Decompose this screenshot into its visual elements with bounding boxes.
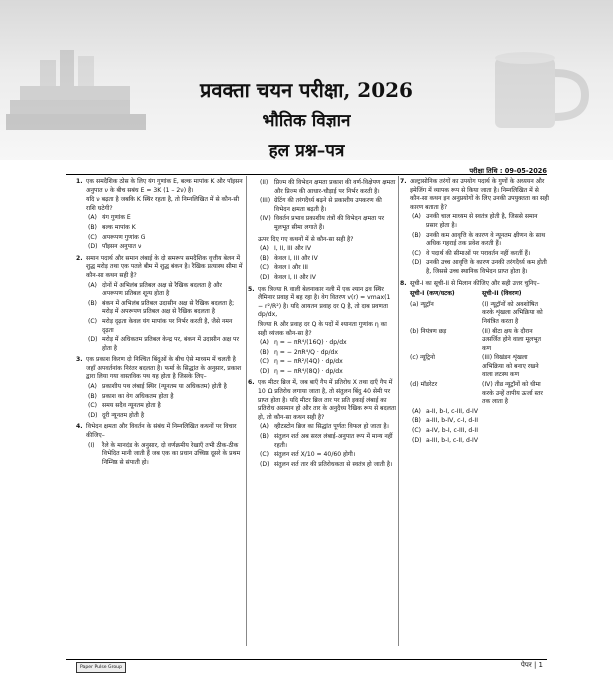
match-right-label: (IV) xyxy=(482,381,493,389)
option-label: (A) xyxy=(260,339,269,347)
option-text: η = − πR⁴/(8Q) · dp/dx xyxy=(274,367,343,375)
option-text: प्रिज्म की विभेदन क्षमता प्रकाश की वर्ण-विक्षेपण क्षमता और प्रिज्म की आधार-चौड़ाई पर निर्भर करती है। xyxy=(274,179,396,195)
option-text: दोनों में अभिलंब प्रतिबल अक्ष से रैखिक बदलता है और अपरूपण प्रतिबल शून्य होता है xyxy=(102,281,222,298)
answer-option xyxy=(258,451,396,460)
option-text: उनकी कम आवृत्ति के कारण वे न्यूनतम क्षीणन के साथ अधिक गहराई तक प्रवेश करती हैं। xyxy=(426,231,546,248)
option-text: बल्क मापांक K xyxy=(102,223,136,231)
question-text: त्रिज्या R और प्रवाह दर Q के पदों में श्यानता गुणांक η का सही व्यंजक कौन-सा है? xyxy=(258,320,387,337)
list-1-heading: सूची-I (कण/घटक) xyxy=(410,290,455,298)
match-right-label: (III) xyxy=(482,354,493,362)
match-left-text: मॉडरेटर xyxy=(420,381,438,389)
option-label: (B) xyxy=(88,392,97,400)
option-label: (II) xyxy=(260,179,269,186)
answer-option xyxy=(86,214,244,223)
answer-option xyxy=(258,274,396,283)
question-text: एक मीटर ब्रिज में, जब बाएँ गैप में प्रतिरोध X तथा दाएँ गैप में 10 Ω प्रतिरोध लगाया जाता है, तो संतुलन बिंदु 40 सेमी पर प्राप्त होता है। यदि मीटर ब्रिज तार पर प्रति इकाई लंबाई का प्रतिरोध असमान हो और तार के अनुदैध्य रैखिक रूप से बदलता हो, तो कौन-सा कथन सही है? xyxy=(258,379,396,421)
answer-option xyxy=(86,318,244,335)
match-left-text: न्यूट्रॉन xyxy=(420,300,434,308)
match-right-label: (I) xyxy=(482,300,489,308)
option-label: (A) xyxy=(412,407,421,415)
question-number: 6. xyxy=(248,379,255,387)
column-1 xyxy=(76,178,244,470)
option-text: केवल I, II और IV xyxy=(274,273,316,281)
option-label: (A) xyxy=(412,213,421,221)
option-label: (C) xyxy=(260,358,270,366)
option-text: a-IV, b-I, c-III, d-II xyxy=(426,427,478,435)
match-left-label: (b) xyxy=(410,327,419,335)
option-text: व्हीटस्टोन ब्रिज का सिद्धांत पूर्णतः विफल हो जाता है। xyxy=(274,423,389,431)
question-text: सूची-I का सूची-II से मिलान कीजिए और सही उत्तर चुनिए– xyxy=(410,279,540,287)
match-left xyxy=(410,354,482,380)
answer-option xyxy=(258,423,396,432)
exam-date: परीक्षा तिथि : 09-05-2026 xyxy=(469,167,547,175)
question-block xyxy=(248,286,396,377)
match-row xyxy=(410,354,550,380)
option-text: a-II, b-I, c-III, d-IV xyxy=(426,407,478,415)
option-text: उनकी चाल माध्यम से स्वतंत्र होती है, जिससे समान प्रसार होता है। xyxy=(426,213,538,229)
option-text: η = − 2πR⁴/Q · dp/dx xyxy=(274,348,339,356)
option-text: मरोड़ में अधिकतम प्रतिबल केन्द्र पर, बंकन में उदासीन अक्ष पर होता है xyxy=(102,336,239,352)
match-left-label: (d) xyxy=(410,381,419,389)
column-3 xyxy=(400,178,550,448)
question-number: 2. xyxy=(76,254,83,262)
match-right xyxy=(482,381,550,407)
answer-option xyxy=(258,368,396,377)
question-block xyxy=(76,356,244,420)
option-text: η = − πR²/(4Q) · dp/dx xyxy=(274,358,343,366)
option-text: दूरी न्यूनतम होती है xyxy=(102,411,145,419)
option-label: (B) xyxy=(412,417,421,425)
option-text: a-III, b-I, c-II, d-IV xyxy=(426,436,478,444)
answer-option xyxy=(258,461,396,470)
match-left xyxy=(410,328,482,354)
answer-option xyxy=(86,336,244,353)
option-text: समय सदैव न्यूनतम होता है xyxy=(102,402,161,410)
option-label: (C) xyxy=(260,451,270,459)
option-label: (IV) xyxy=(260,215,271,223)
option-label: (C) xyxy=(88,317,98,325)
page-title: प्रवक्ता चयन परीक्षा, 2026 xyxy=(200,78,413,102)
answer-option xyxy=(86,442,244,468)
list-2-heading: सूची-II (विवरण) xyxy=(482,290,522,298)
option-label: (C) xyxy=(412,427,422,435)
column-2 xyxy=(248,178,396,472)
header-banner xyxy=(0,0,613,160)
match-row xyxy=(410,328,550,354)
option-label: (B) xyxy=(88,299,97,307)
option-label: (A) xyxy=(88,214,97,222)
match-right-label: (II) xyxy=(482,327,491,335)
option-label: (I) xyxy=(88,441,95,449)
option-text: ग्रेटिंग की तरंगदैर्ध्य बढ़ने से प्रकाशीय उपकरण की विभेदन क्षमता बढ़ती है। xyxy=(274,197,382,213)
question-number: 7. xyxy=(400,178,407,185)
question-number: 5. xyxy=(248,285,255,293)
page-subtitle: भौतिक विज्ञान xyxy=(262,111,351,131)
answer-option xyxy=(410,417,550,426)
match-right xyxy=(482,354,550,380)
answer-option xyxy=(410,427,550,436)
answer-option xyxy=(86,412,244,421)
question-text: एक प्रकाश किरण दो निश्चित बिंदुओं के बीच ऐसे माध्यम में चलती है जहाँ अपवर्तनांक निरंतर बदलता है। फर्मा के सिद्धांत के अनुसार, प्रकाश द्वारा लिया गया वास्तविक पथ यह होता है जिसके लिए– xyxy=(86,356,242,381)
match-left-label: (c) xyxy=(410,354,419,362)
option-text: बंकन में अभिलंब प्रतिबल उदासीन अक्ष से रैखिक बदलता है; मरोड़ में अपरूपण प्रतिबल अक्ष से रैखिक बदलता है xyxy=(102,299,235,316)
question-number: 8. xyxy=(400,279,407,287)
question-block xyxy=(248,179,396,233)
option-text: a-III, b-IV, c-I, d-II xyxy=(426,417,478,425)
answer-option xyxy=(258,358,396,367)
question-number: 3. xyxy=(76,356,83,364)
answer-option xyxy=(258,433,396,450)
option-text: अपरूपण गुणांक G xyxy=(102,233,146,241)
option-text: η = − πR⁴/(16Q) · dp/dx xyxy=(274,339,347,347)
option-text: विवर्तन प्रभाव प्रकाशीय तंत्रों की विभेदन क्षमता पर मूलभूत सीमा लगाते हैं। xyxy=(274,215,385,231)
option-label: (C) xyxy=(260,264,270,272)
question-block xyxy=(76,178,244,252)
question-text: ऊपर दिए गए कथनों में से कौन-सा सही है? xyxy=(258,235,354,243)
option-text: संतुलन शर्त X/10 = 40/60 होगी। xyxy=(274,451,356,459)
answer-option xyxy=(258,179,396,196)
question-block xyxy=(76,423,244,467)
option-label: (D) xyxy=(88,411,98,419)
option-label: (A) xyxy=(260,423,269,431)
option-text: प्रकाश का वेग अधिकतम होता है xyxy=(102,392,174,400)
answer-option xyxy=(410,408,550,417)
answer-option xyxy=(258,197,396,214)
option-text: केवल I और III xyxy=(274,264,308,272)
answer-option xyxy=(258,349,396,358)
answer-option xyxy=(86,224,244,233)
option-text: मरोड़ दृढ़ता केवल यंग मापांक पर निर्भर करती है, जैसे नमन दृढ़ता xyxy=(102,317,233,334)
page-number: पेपर | 1 xyxy=(520,661,543,669)
footer-divider xyxy=(66,659,547,660)
answer-option xyxy=(86,393,244,402)
option-label: (B) xyxy=(260,348,269,356)
match-left-text: न्यूट्रिनो xyxy=(420,354,435,362)
answer-option xyxy=(410,213,550,230)
option-text: पॉइसन अनुपात ν xyxy=(102,243,142,251)
column-divider xyxy=(398,176,399,646)
option-label: (B) xyxy=(88,223,97,231)
publisher-logo: Paper Pulse Group xyxy=(76,662,126,673)
option-text: रैले के मानदंड के अनुसार, दो वर्णक्रमीय रेखाएँ तभी ठीक-ठीक विभेदित मानी जाती हैं जब एक का प्रधान उच्चिष्ठ दूसरे के प्रथम निम्निष्ठ से संपाती हो। xyxy=(102,441,241,466)
question-block xyxy=(400,178,550,277)
match-right-text: तीव्र न्यूट्रॉनों को धीमा करके उन्हें तापीय ऊर्जा स्तर तक लाता है xyxy=(482,381,543,406)
match-left-text: नियंत्रण छड़ xyxy=(420,327,447,335)
answer-option xyxy=(86,234,244,243)
answer-option xyxy=(410,232,550,249)
question-block xyxy=(248,379,396,469)
question-text: समान पदार्थ और समान लंबाई के दो समरूप समदैशिक वृत्तीय बेलन में शुद्ध मरोड़ तथा एक पतले बीम में शुद्ध बंकन है। रैखिक प्रत्यास्थ सीमा में कौन-सा कथन सही है? xyxy=(86,254,243,279)
match-left xyxy=(410,381,482,407)
option-label: (D) xyxy=(260,367,270,375)
question-text: विभेदन क्षमता और विवर्तन के संबंध में निम्नलिखित कथनों पर विचार कीजिए– xyxy=(86,423,237,440)
question-text: अल्ट्रासोनिक तरंगों का उपयोग पदार्थ के गुणों के अध्ययन और इमेजिंग में व्यापक रूप से किया जाता है। निम्नलिखित में से कौन-सा कथन इन अनुप्रयोगों के लिए उनकी उपयुक्तता का सही कारण बताता है? xyxy=(410,178,549,211)
option-label: (III) xyxy=(260,197,271,205)
option-text: संतुलन शर्त तार की प्रतिरोधकता से स्वतंत्र हो जाती है। xyxy=(274,460,393,468)
match-right xyxy=(482,328,550,354)
option-label: (C) xyxy=(88,233,98,241)
option-label: (B) xyxy=(412,231,421,239)
document-type: हल प्रश्न–पत्र xyxy=(268,141,345,160)
option-text: वे पदार्थ की सीमाओं पर परावर्तन नहीं करतीं हैं। xyxy=(426,249,531,257)
answer-option xyxy=(410,437,550,446)
option-label: (A) xyxy=(88,383,97,391)
option-label: (D) xyxy=(88,243,98,251)
answer-option xyxy=(410,259,550,276)
question-number: 1. xyxy=(76,178,83,185)
option-label: (C) xyxy=(88,402,98,410)
answer-option xyxy=(258,245,396,254)
answer-option xyxy=(258,255,396,264)
option-label: (B) xyxy=(260,254,269,262)
option-label: (D) xyxy=(260,273,270,281)
question-number: 4. xyxy=(76,423,83,431)
match-right-text: बीटा क्षय के दौरान उत्सर्जित होने वाला मूलभूत कण xyxy=(482,327,541,352)
option-label: (D) xyxy=(88,336,98,344)
question-block xyxy=(400,280,550,446)
option-text: केवल I, III और IV xyxy=(274,254,318,262)
question-text: यदि ν बढ़ता है जबकि K स्थिर रहता है, तो निम्नलिखित में से कौन-सी राशि घटेगी? xyxy=(86,196,240,212)
answer-option xyxy=(86,300,244,317)
option-text: उनकी उच्च आवृत्ति के कारण उनकी तरंगदैर्ध्य कम होती है, जिससे उच्च स्थानिक विभेदन प्राप्त होता है। xyxy=(426,259,547,275)
option-text: प्रकाशीय पथ लंबाई स्थिर (न्यूनतम या अधिकतम) होती है xyxy=(102,383,227,391)
answer-option xyxy=(86,383,244,392)
answer-option xyxy=(86,243,244,252)
match-right xyxy=(482,301,550,327)
match-left-label: (a) xyxy=(410,300,419,308)
option-text: संतुलन शर्त अब सरल लंबाई-अनुपात रूप में मान्य नहीं रहती। xyxy=(274,433,393,449)
answer-option xyxy=(258,339,396,348)
option-label: (D) xyxy=(260,460,270,468)
question-block xyxy=(248,236,396,283)
option-label: (B) xyxy=(260,433,269,441)
column-divider xyxy=(246,176,247,646)
option-label: (D) xyxy=(412,259,422,267)
question-text: एक त्रिज्या R वाली बेलनाकार नली में एक श्यान द्रव स्थिर लैमिनार प्रवाह में बह रहा है। वेग वितरण v(r) = vmax(1 − r²/R²) है। यदि आयतन प्रवाह दर Q है, तो दाब प्रवणता dp/dx, xyxy=(258,285,391,319)
match-right-text: विखंडन शृंखला अभिक्रिया को बनाए रखने वाला लटस्थ कण xyxy=(482,354,539,379)
option-label: (D) xyxy=(412,436,422,444)
answer-option xyxy=(258,215,396,232)
header-divider xyxy=(66,174,547,175)
option-label: (C) xyxy=(412,249,422,257)
option-text: I, II, III और IV xyxy=(274,245,312,253)
option-text: यंग गुणांक E xyxy=(102,214,131,222)
option-label: (A) xyxy=(88,281,97,289)
option-label: (A) xyxy=(260,245,269,253)
question-text: एक समदैशिक ठोस के लिए यंग गुणांक E, बल्क मापांक K और पॉइसन अनुपात ν के बीच सबंध E = 3K (1 – 2ν) है। xyxy=(86,178,243,194)
answer-option xyxy=(258,264,396,273)
answer-option xyxy=(86,402,244,411)
question-block xyxy=(76,255,244,354)
match-table-header xyxy=(410,290,550,299)
match-row xyxy=(410,381,550,407)
match-left xyxy=(410,301,482,327)
match-right-text: न्यूट्रॉनों को अवशोषित करके शृंखला अभिक्रिया को नियंत्रित करता है xyxy=(482,300,543,325)
answer-option xyxy=(86,282,244,299)
match-row xyxy=(410,301,550,327)
answer-option xyxy=(410,250,550,259)
